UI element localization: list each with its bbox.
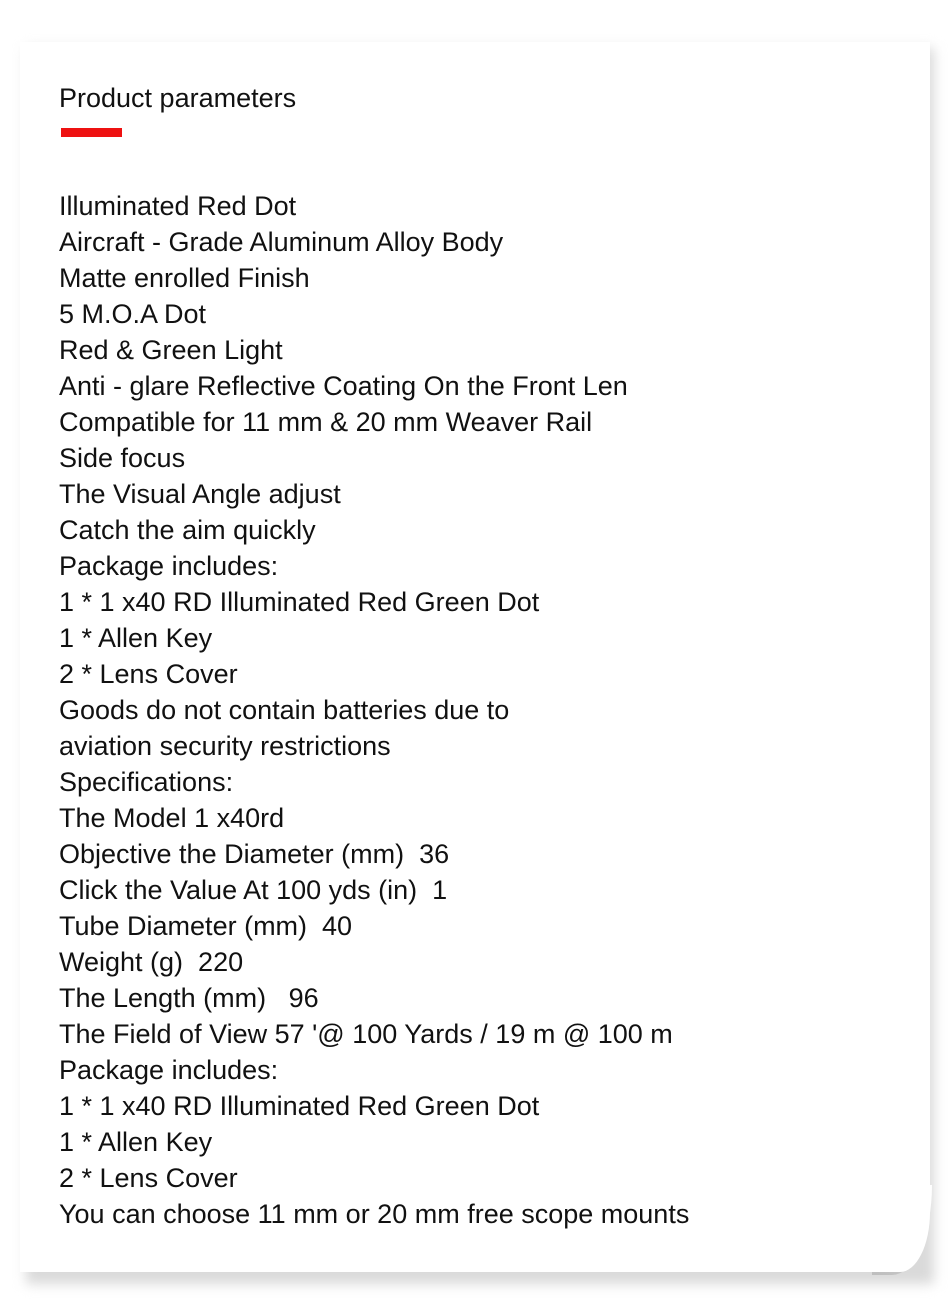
title-accent-bar	[61, 128, 122, 137]
parameter-list	[59, 188, 689, 1232]
spec-line: Tube Diameter (mm) 40	[59, 911, 353, 941]
spec-line: The Field of View 57 '@ 100 Yards / 19 m @ 100 m	[59, 1019, 673, 1049]
package-item: 1 * Allen Key	[59, 623, 213, 653]
section-heading-package: Package includes:	[59, 551, 279, 581]
parameter-line: 5 M.O.A Dot	[59, 299, 207, 329]
parameter-line: The Visual Angle adjust	[59, 479, 341, 509]
spec-line: Weight (g) 220	[59, 947, 244, 977]
parameter-line: Illuminated Red Dot	[59, 191, 297, 221]
parameter-line: Compatible for 11 mm & 20 mm Weaver Rail	[59, 407, 593, 437]
package-item: 2 * Lens Cover	[59, 659, 238, 689]
spec-line: The Length (mm) 96	[59, 983, 319, 1013]
package-item: 2 * Lens Cover	[59, 1163, 238, 1193]
battery-notice: aviation security restrictions	[59, 731, 391, 761]
parameter-line: Red & Green Light	[59, 335, 283, 365]
section-heading-specifications: Specifications:	[59, 767, 234, 797]
parameter-line: Aircraft - Grade Aluminum Alloy Body	[59, 227, 504, 257]
parameter-line: Anti - glare Reflective Coating On the Front Len	[59, 371, 628, 401]
spec-line: The Model 1 x40rd	[59, 803, 285, 833]
package-item: 1 * Allen Key	[59, 1127, 213, 1157]
package-item: 1 * 1 x40 RD Illuminated Red Green Dot	[59, 587, 540, 617]
package-item: 1 * 1 x40 RD Illuminated Red Green Dot	[59, 1091, 540, 1121]
spec-line: Click the Value At 100 yds (in) 1	[59, 875, 448, 905]
parameter-line: Catch the aim quickly	[59, 515, 316, 545]
page-title: Product parameters	[59, 83, 297, 113]
spec-line: Objective the Diameter (mm) 36	[59, 839, 450, 869]
parameter-line: Side focus	[59, 443, 186, 473]
mount-option-note: You can choose 11 mm or 20 mm free scope mounts	[59, 1199, 690, 1229]
section-heading-package: Package includes:	[59, 1055, 279, 1085]
parameter-line: Matte enrolled Finish	[59, 263, 310, 293]
battery-notice: Goods do not contain batteries due to	[59, 695, 510, 725]
